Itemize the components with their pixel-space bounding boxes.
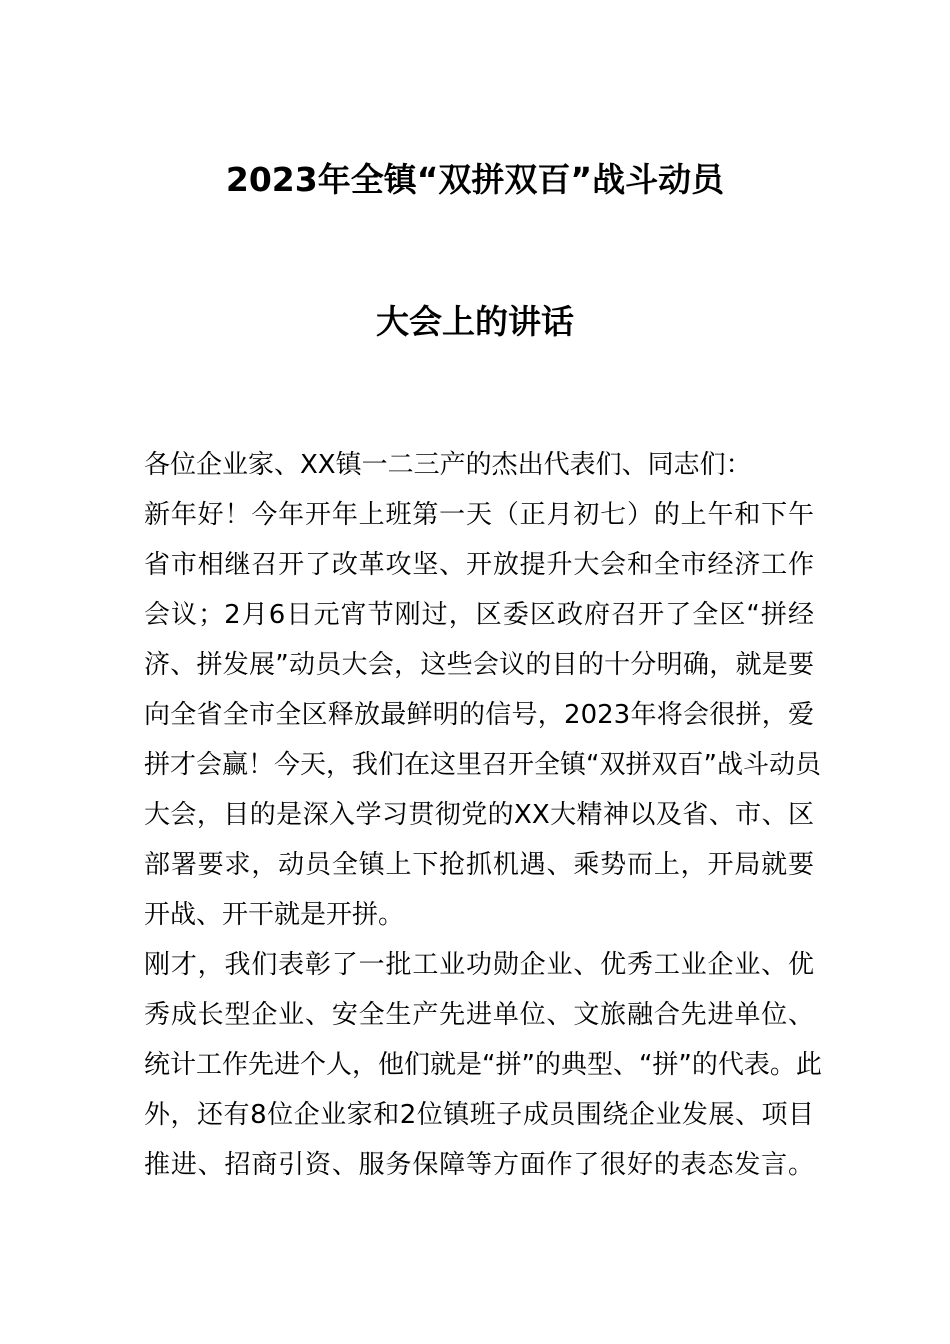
document-title-line-1: 2023年全镇“双拼双百”战斗动员 <box>225 160 725 199</box>
body-line-8: 大会，目的是深入学习贯彻党的XX大精神以及省、市、区 <box>144 800 814 830</box>
body-line-12: 秀成长型企业、安全生产先进单位、文旅融合先进单位、 <box>144 1000 814 1030</box>
body-line-1: 各位企业家、XX镇一二三产的杰出代表们、同志们： <box>144 450 752 480</box>
document-body <box>144 440 822 1190</box>
body-line-11: 刚才，我们表彰了一批工业功勋企业、优秀工业企业、优 <box>144 950 814 980</box>
body-line-3: 省市相继召开了改革攻坚、开放提升大会和全市经济工作 <box>144 550 814 580</box>
body-line-5: 济、拼发展”动员大会，这些会议的目的十分明确，就是要 <box>144 650 814 680</box>
body-line-10: 开战、开干就是开拼。 <box>144 900 405 930</box>
body-line-14: 外，还有8位企业家和2位镇班子成员围绕企业发展、项目 <box>144 1100 814 1130</box>
body-line-9: 部署要求，动员全镇上下抢抓机遇、乘势而上，开局就要 <box>144 850 814 880</box>
body-line-7: 拼才会赢！今天，我们在这里召开全镇“双拼双百”战斗动员 <box>144 750 821 780</box>
body-line-15: 推进、招商引资、服务保障等方面作了很好的表态发言。 <box>144 1150 814 1180</box>
document-title-line-2: 大会上的讲话 <box>376 302 574 341</box>
body-line-4: 会议；2月6日元宵节刚过，区委区政府召开了全区“拼经 <box>144 600 814 630</box>
body-line-6: 向全省全市全区释放最鲜明的信号，2023年将会很拼，爱 <box>144 700 814 730</box>
body-line-2: 新年好！今年开年上班第一天（正月初七）的上午和下午 <box>144 500 814 530</box>
body-line-13: 统计工作先进个人，他们就是“拼”的典型、“拼”的代表。此 <box>144 1050 822 1080</box>
